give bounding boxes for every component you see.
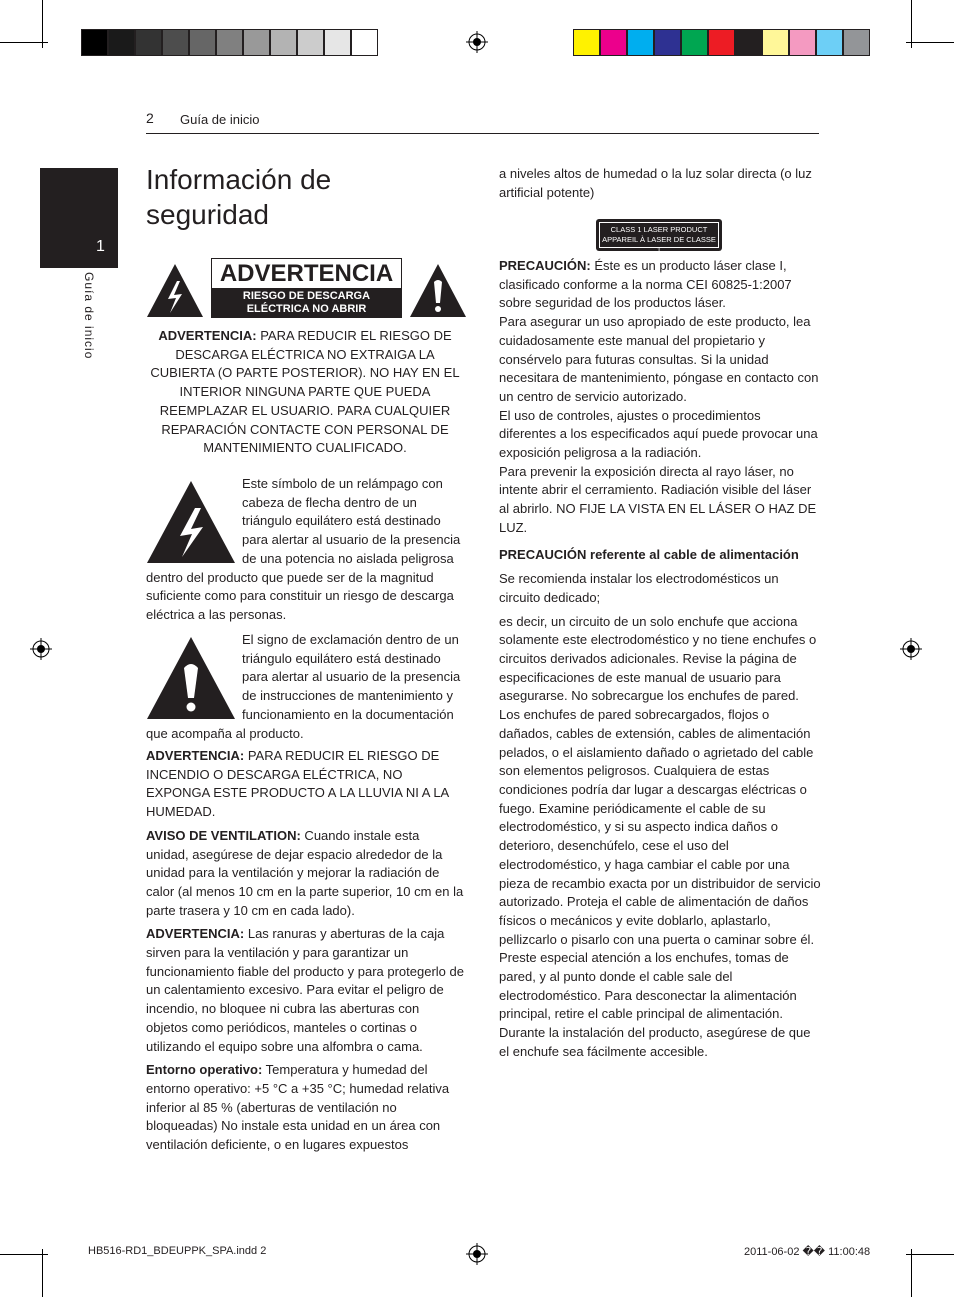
color-swatch xyxy=(189,29,216,56)
power-cord-details: es decir, un circuito de un solo enchufe que acciona solamente este electrodoméstico y no tiene enchufes o circuitos derivados adicionales. Revise la página de especificaciones de este manual de usuario para asegurarse. No sobrecargue los enchufes de pared. Los enchufes de pared sobrecargados, flojos o dañados, cables de extensión, cables de alimentación pelados, o el aislamiento dañado o agrietado del cable son elementos peligrosos. Cualquiera de estas condiciones podría dar lugar a descargas eléctricas o fuego. Examine periódicamente el cable de su electrodoméstico, y si su aspecto indica daños o deterioro, desenchúfelo, cese el uso del electrodoméstico, y haga cambiar el cable por una pieza de recambio exacta por un distribuidor de servicio autorizado. Proteja el cable de alimentación de daños físicos o mecánicos y evite doblarlo, aplastarlo, pellizcarlo o pisarlo con una puerta o caminar sobre él. Preste especial atención a los enchufes, tomas de pared, y al punto donde el cable sale del electrodoméstico. Para desconectar la alimentación principal, retire el cable principal de alimentación. Durante la instalación del producto, asegúrese de que el enchufe sea fácilmente accesible. xyxy=(499,613,821,1059)
right-column-intro: a niveles altos de humedad o la luz solar directa (o luz artificial potente) xyxy=(499,166,812,200)
chapter-label: Guía de inicio xyxy=(82,272,96,360)
left-column-notices xyxy=(146,747,464,1160)
registration-mark-icon xyxy=(900,638,922,660)
color-swatch xyxy=(162,29,189,56)
crop-mark xyxy=(0,42,48,43)
crop-mark xyxy=(906,42,954,43)
laser-label-line2: APPAREIL À LASER DE CLASSE 1 xyxy=(602,235,716,254)
color-swatch xyxy=(735,29,762,56)
warning-paragraph: ADVERTENCIA: PARA REDUCIR EL RIESGO DE DESCARGA ELÉCTRICA NO EXTRAIGA LA CUBIERTA (O PARTE POSTERIOR). NO HAY EN EL INTERIOR NINGUNA PARTE QUE PUEDA REEMPLAZAR EL USUARIO. PARA CUALQUIER REPARACIÓN CONTACTE CON PERSONAL DE MANTENIMIENTO CUALIFICADO. xyxy=(150,328,460,456)
color-swatch xyxy=(627,29,654,56)
page-number: 2 xyxy=(146,110,154,126)
footer-timestamp: 2011-06-02 �� 11:00:48 xyxy=(744,1246,871,1258)
power-cord-intro: Se recomienda instalar los electrodomésticos un circuito dedicado; xyxy=(499,571,779,605)
crop-mark xyxy=(42,1249,43,1297)
color-swatch xyxy=(600,29,627,56)
color-swatch xyxy=(708,29,735,56)
laser-label-line1: CLASS 1 LASER PRODUCT xyxy=(610,225,708,234)
power-cord-heading: PRECAUCIÓN referente al cable de alimentación xyxy=(499,546,799,562)
color-swatch xyxy=(81,29,108,56)
footer-filename: HB516-RD1_BDEUPPK_SPA.indd 2 xyxy=(88,1245,267,1257)
color-swatch xyxy=(789,29,816,56)
controls-paragraph: El uso de controles, ajustes o procedimientos diferentes a los especificados aquí puede provocar una exposición peligrosa a la radiación. xyxy=(499,407,818,461)
color-swatch xyxy=(297,29,324,56)
color-swatch xyxy=(654,29,681,56)
right-column-body xyxy=(499,257,821,1067)
crop-mark xyxy=(42,0,43,48)
color-swatch xyxy=(816,29,843,56)
crop-mark xyxy=(906,1254,954,1255)
crop-mark xyxy=(911,0,912,48)
color-swatch xyxy=(351,29,378,56)
color-swatch xyxy=(843,29,870,56)
warning-label-title: ADVERTENCIA xyxy=(219,260,394,287)
openings-warning: ADVERTENCIA: Las ranuras y aberturas de la caja sirven para la ventilación y para garantizar un funcionamiento fiable del producto y para protegerlo de un calentamiento excesivo. Para evitar el peligro de incendio, no bloquee ni cubra las aberturas con objetos como periódicos, manteles o cortinas o utilizando el equipo sobre una alfombra o cama. xyxy=(146,926,464,1054)
exclamation-symbol-description: El signo de exclamación dentro de un triángulo equilátero está destinado para alertar al usuario de la presencia de instrucciones de mantenimiento y funcionamiento en la documentación que acompaña al producto. xyxy=(146,632,461,741)
running-header: Guía de inicio xyxy=(180,112,260,127)
color-swatch xyxy=(762,29,789,56)
ventilation-notice: AVISO DE VENTILATION: Cuando instale esta unidad, asegúrese de dejar espacio alrededor de la unidad para la ventilación y mejorar la radiación de calor (al menos 10 cm en la parte superior, 10 cm en la parte trasera y 10 cm en cada lado). xyxy=(146,827,464,918)
fire-warning: ADVERTENCIA: PARA REDUCIR EL RIESGO DE INCENDIO O DESCARGA ELÉCTRICA, NO EXPONGA ESTE PRODUCTO A LA LLUVIA NI A LA HUMEDAD. xyxy=(146,748,449,820)
color-swatch xyxy=(108,29,135,56)
exclamation-triangle-icon xyxy=(409,263,467,318)
color-swatch xyxy=(135,29,162,56)
registration-mark-icon xyxy=(466,31,488,53)
warning-label-subtitle: RIESGO DE DESCARGA ELÉCTRICA NO ABRIR xyxy=(212,288,401,317)
operating-environment: Entorno operativo: Temperatura y humedad del entorno operativo: +5 °C a +35 °C; humedad relativa inferior al 85 % (aberturas de ventilación no bloqueadas) No instale esta unidad en un área con ventilación deficiente, o en lugares expuestos xyxy=(146,1062,450,1153)
color-swatch xyxy=(243,29,270,56)
color-swatch xyxy=(270,29,297,56)
lightning-symbol-description: Este símbolo de un relámpago con cabeza de flecha dentro de un triángulo equilátero está destinado para alertar al usuario de la presencia de una potencia no aislada peligrosa dentro del producto que puede ser de la magnitud suficiente como para constituir un riesgo de descarga eléctrica a las personas. xyxy=(146,476,461,622)
exposure-paragraph: Para prevenir la exposición directa al rayo láser, no intente abrir el cerramiento. Radiación visible del láser al abrirlo. NO FIJE LA VISTA EN EL LÁSER O HAZ DE LUZ. xyxy=(499,463,817,535)
lightning-triangle-icon xyxy=(146,263,204,318)
chapter-number: 1 xyxy=(96,238,105,255)
usage-paragraph: Para asegurar un uso apropiado de este producto, lea cuidadosamente este manual del propietario y consérvelo para futuras consultas. Si la unidad necesitara de mantenimiento, póngase en contacto con un centro de servicio autorizado. xyxy=(499,314,819,404)
warning-label xyxy=(211,258,402,318)
crop-mark xyxy=(911,1249,912,1297)
color-swatch xyxy=(573,29,600,56)
registration-mark-icon xyxy=(30,638,52,660)
color-swatch xyxy=(681,29,708,56)
color-swatch xyxy=(324,29,351,56)
crop-mark xyxy=(0,1254,48,1255)
registration-mark-icon xyxy=(466,1243,488,1265)
laser-caution: PRECAUCIÓN: Éste es un producto láser clase I, clasificado conforme a la norma CEI 60825-1:2007 sobre seguridad de los productos láser. xyxy=(499,258,792,311)
header-rule xyxy=(146,133,819,134)
chapter-tab xyxy=(40,168,118,268)
page-title: Información de seguridad xyxy=(146,164,332,230)
color-swatch xyxy=(216,29,243,56)
laser-class-label xyxy=(596,219,722,254)
